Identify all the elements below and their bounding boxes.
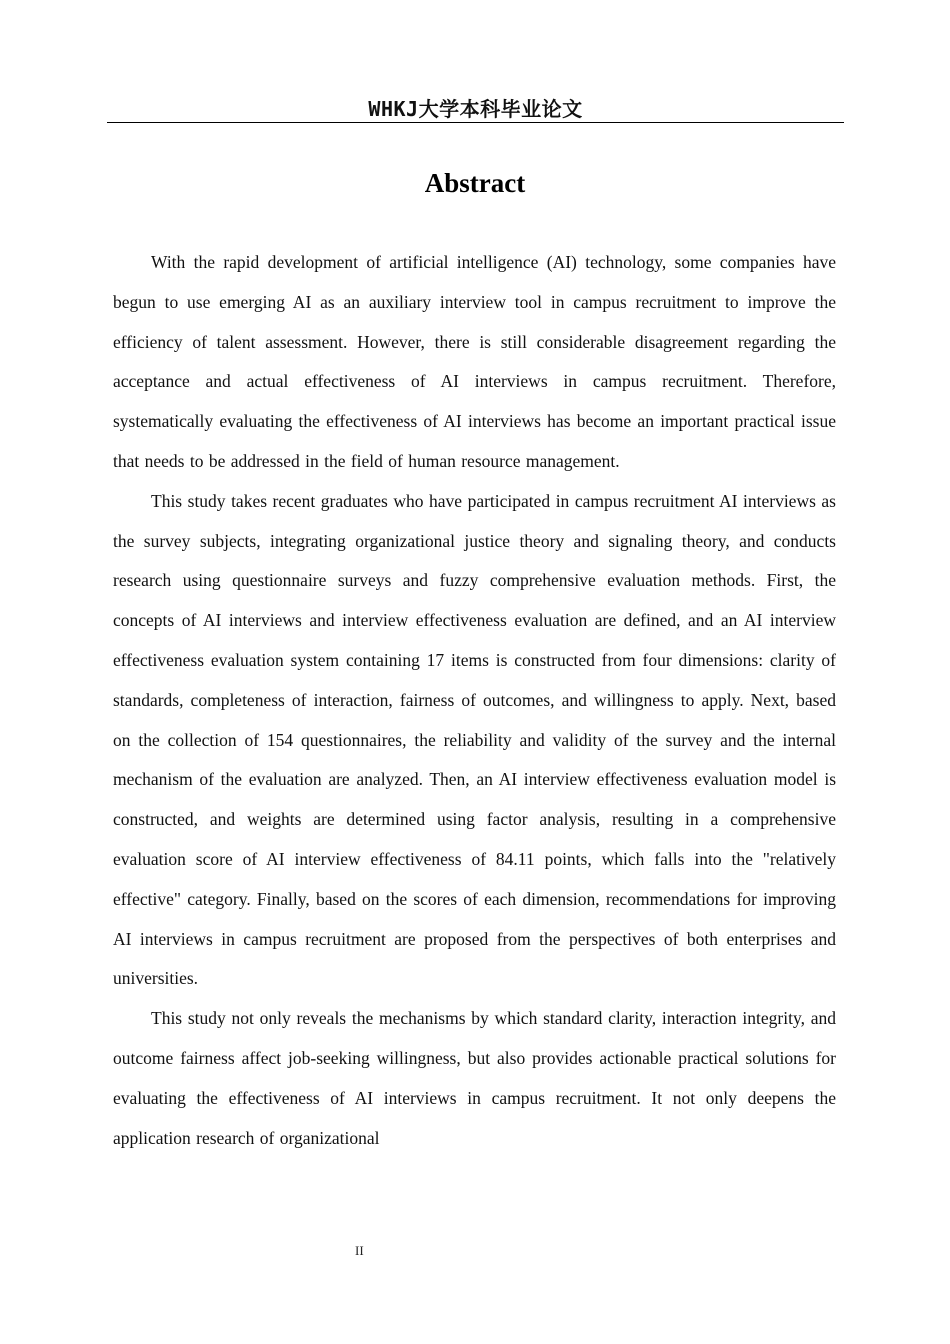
abstract-body	[113, 243, 836, 1158]
page-number: II	[355, 1243, 364, 1258]
page-header	[107, 96, 844, 123]
header-title: WHKJ大学本科毕业论文	[368, 97, 583, 121]
abstract-paragraph: This study takes recent graduates who have participated in campus recruitment AI interviews as the survey subjects, integrating organizational justice theory and signaling theory, and conducts research using questionnaire surveys and fuzzy comprehensive evaluation methods. First, the concepts of AI interviews and interview effectiveness evaluation are defined, and an AI interview effectiveness evaluation system containing 17 items is constructed from four dimensions: clarity of standards, completeness of interaction, fairness of outcomes, and willingness to apply. Next, based on the collection of 154 questionnaires, the reliability and validity of the survey and the internal mechanism of the evaluation are analyzed. Then, an AI interview effectiveness evaluation model is constructed, and weights are determined using factor analysis, resulting in a comprehensive evaluation score of AI interview effectiveness of 84.11 points, which falls into the "relatively effective" category. Finally, based on the scores of each dimension, recommendations for improving AI interviews in campus recruitment are proposed from the perspectives of both enterprises and universities.	[113, 490, 836, 989]
abstract-paragraph: With the rapid development of artificial intelligence (AI) technology, some companies have begun to use emerging AI as an auxiliary interview tool in campus recruitment to improve the efficiency of talent assessment. However, there is still considerable disagreement regarding the acceptance and actual effectiveness of AI interviews in campus recruitment. Therefore, systematically evaluating the effectiveness of AI interviews has become an important practical issue that needs to be addressed in the field of human resource management.	[113, 252, 836, 471]
abstract-heading: Abstract	[424, 168, 526, 198]
abstract-paragraph: This study not only reveals the mechanisms by which standard clarity, interaction integrity, and outcome fairness affect job-seeking willingness, but also provides actionable practical solutions for evaluating the effectiveness of AI interviews in campus recruitment. It not only deepens the application research of organizational	[113, 1008, 836, 1148]
